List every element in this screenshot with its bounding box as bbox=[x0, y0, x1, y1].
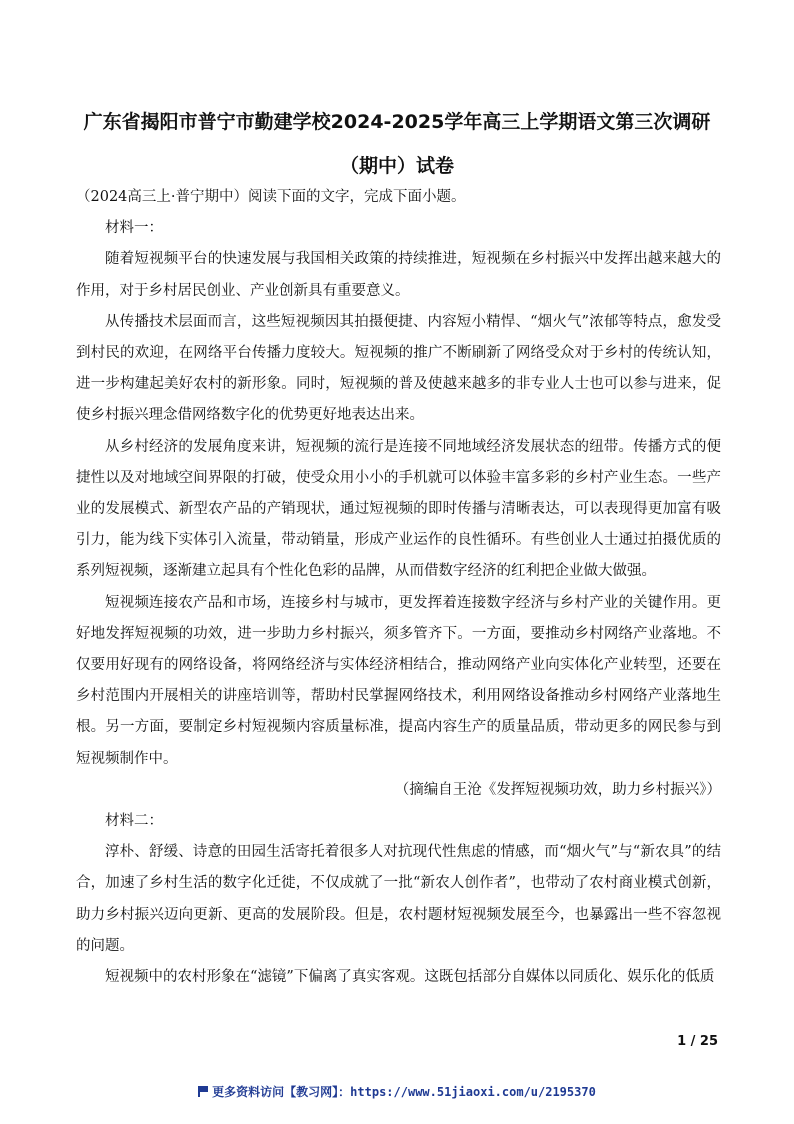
source-citation: （摘编自王沧《发挥短视频功效，助力乡村振兴》） bbox=[394, 781, 721, 798]
paragraph: 短视频中的农村形象在“滤镜”下偏离了真实客观。这既包括部分自媒体以同质化、娱乐化的低质 bbox=[105, 969, 715, 986]
paragraph: 短视频连接农产品和市场，连接乡村与城市，更发挥着连接数字经济与乡村产业的关键作用。更好地发挥短视频的功效，进一步助力乡村振兴，须多管齐下。一方面，要推动乡村网络产业落地。不仅要用好现有的网络设备，将网络经济与实体经济相结合，推动网络产业向实体化产业转型，还要在乡村范围内开展相关的讲座培训等，帮助村民掌握网络技术，利用网络设备推动乡村网络产业落地生根。另一方面，要制定乡村短视频内容质量标准，提高内容生产的质量品质，带动更多的网民参与到短视频制作中。 bbox=[76, 594, 721, 767]
paragraph: 从乡村经济的发展角度来讲，短视频的流行是连接不同地域经济发展状态的纽带。传播方式的便捷性以及对地域空间界限的打破，使受众用小小的手机就可以体验丰富多彩的乡村产业生态。一些产业的发展模式、新型农产品的产销现状，通过短视频的即时传播与清晰表达，可以表现得更加富有吸引力，能为线下实体引入流量，带动销量，形成产业运作的良性循环。有些创业人士通过拍摄优质的系列短视频，逐渐建立起具有个性化色彩的品牌，从而借数字经济的红利把企业做大做强。 bbox=[76, 438, 721, 580]
question-intro: （2024高三上·普宁期中）阅读下面的文字，完成下面小题。 bbox=[76, 189, 466, 205]
paragraph: 淳朴、舒缓、诗意的田园生活寄托着很多人对抗现代性焦虑的情感，而“烟火气”与“新农具”的结合，加速了乡村生活的数字化迁徙，不仅成就了一批“新农人创作者”，也带动了农村商业模式创新，助力乡村振兴迈向更新、更高的发展阶段。但是，农村题材短视频发展至今，也暴露出一些不容忽视的问题。 bbox=[76, 844, 721, 954]
page-title: 广东省揭阳市普宁市勤建学校2024-2025学年高三上学期语文第三次调研（期中）试卷 bbox=[83, 111, 711, 177]
document-body bbox=[76, 182, 721, 993]
material-label: 材料一： bbox=[105, 220, 163, 237]
paragraph: 随着短视频平台的快速发展与我国相关政策的持续推进，短视频在乡村振兴中发挥出越来越大的作用，对于乡村居民创业、产业创新具有重要意义。 bbox=[76, 251, 721, 299]
paragraph: 从传播技术层面而言，这些短视频因其拍摄便捷、内容短小精悍、“烟火气”浓郁等特点，愈发受到村民的欢迎，在网络平台传播力度较大。短视频的推广不断刷新了网络受众对于乡村的传统认知，进一步构建起美好农村的新形象。同时，短视频的普及使越来越多的非专业人士也可以参与进来，促使乡村振兴理念借网络数字化的优势更好地表达出来。 bbox=[76, 313, 721, 424]
page-number: 1 / 25 bbox=[677, 1034, 718, 1049]
material-label: 材料二： bbox=[105, 813, 163, 830]
flag-icon bbox=[198, 1086, 208, 1097]
footer-link[interactable]: 更多资料访问【教习网】：https://www.51jiaoxi.com/u/2195370 bbox=[212, 1085, 596, 1099]
footer bbox=[0, 1083, 794, 1100]
